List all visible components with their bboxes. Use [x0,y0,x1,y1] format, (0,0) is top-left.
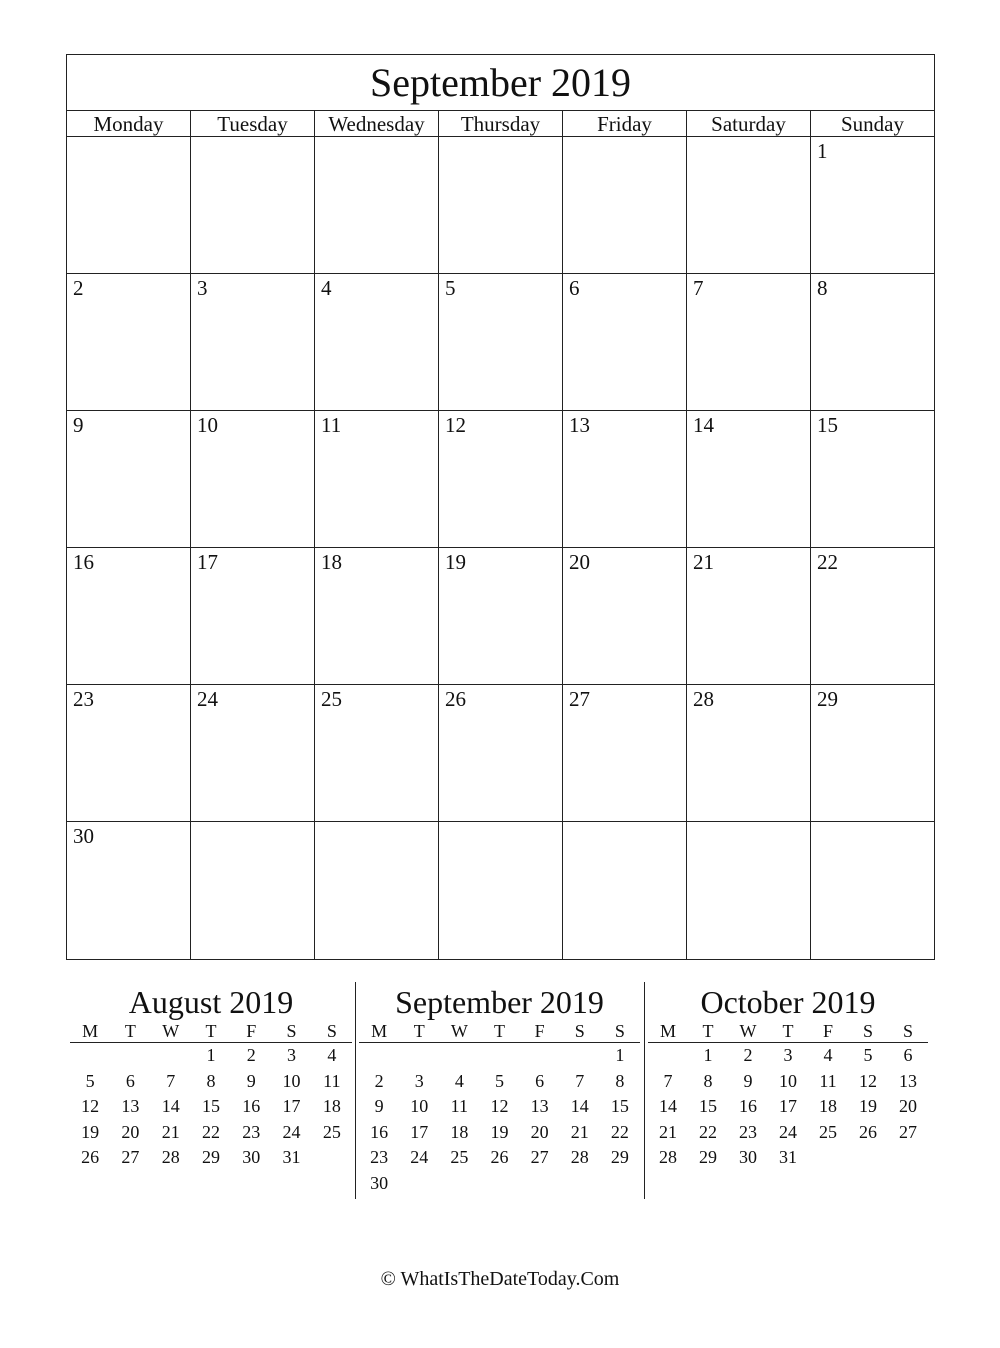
day-cell: 15 [610,1096,629,1117]
day-cell [848,1145,888,1171]
week-row [70,1069,352,1095]
week-row [67,685,934,822]
day-cell: 4 [327,1045,337,1066]
week-row [648,1094,928,1120]
day-cell: 16 [242,1096,261,1117]
day-cell: 7 [687,274,811,410]
day-cell [312,1145,352,1171]
day-cell: 21 [570,1121,589,1142]
mini-calendar-grid [648,1020,928,1171]
day-cell [520,1171,560,1197]
day-cell: 27 [899,1121,917,1142]
day-cell: 27 [121,1147,140,1168]
day-cell [560,1171,600,1197]
day-cell: 20 [563,548,687,684]
weekday-label: S [271,1020,311,1043]
weekday-label: T [399,1020,439,1043]
day-cell: 24 [410,1147,429,1168]
week-row [67,137,934,274]
day-cell: 24 [779,1121,797,1142]
day-cell: 8 [615,1070,625,1091]
day-cell: 29 [817,687,838,711]
weekday-label: M [648,1020,688,1043]
weekday-label: T [191,1020,231,1043]
day-cell: 13 [563,411,687,547]
day-cell: 2 [743,1045,753,1066]
week-row [359,1094,640,1120]
day-cell: 16 [67,548,191,684]
day-cell: 10 [191,411,315,547]
day-cell: 4 [454,1070,464,1091]
day-cell: 18 [315,548,439,684]
mini-calendar-grid [70,1020,352,1171]
day-cell: 17 [191,548,315,684]
day-cell: 9 [246,1070,256,1091]
day-cell: 9 [743,1070,753,1091]
divider [355,982,356,1199]
day-cell: 6 [903,1045,913,1066]
day-cell: 25 [315,685,439,821]
day-cell: 4 [315,274,439,410]
week-row [70,1120,352,1146]
weekday-label: S [312,1020,352,1043]
day-cell [315,137,439,273]
day-cell: 5 [439,274,563,410]
day-cell: 24 [191,685,315,821]
day-cell: 9 [67,411,191,547]
week-row [67,411,934,548]
day-cell: 23 [739,1121,757,1142]
week-row [67,274,934,411]
day-cell: 6 [125,1070,135,1091]
day-cell: 11 [323,1070,341,1091]
day-cell: 14 [687,411,811,547]
day-cell: 7 [663,1070,673,1091]
day-cell: 14 [659,1096,677,1117]
week-row [359,1069,640,1095]
weekday-label: F [520,1020,560,1043]
day-cell: 21 [659,1121,677,1142]
weekday-label: T [688,1020,728,1043]
day-cell [359,1043,399,1069]
mini-calendar-title: October 2019 [700,984,876,1020]
day-cell [888,1145,928,1171]
mini-calendar-september [359,982,640,1199]
day-cell: 10 [410,1096,429,1117]
day-cell: 13 [530,1096,549,1117]
mini-calendar-title: August 2019 [128,984,294,1020]
day-cell [479,1171,519,1197]
day-cell [191,822,315,959]
day-cell [191,137,315,273]
day-cell: 16 [370,1121,389,1142]
day-cell: 20 [530,1121,549,1142]
day-cell: 30 [370,1172,389,1193]
day-cell: 5 [85,1070,95,1091]
day-cell: 16 [739,1096,757,1117]
day-cell: 30 [242,1147,261,1168]
day-cell: 5 [494,1070,504,1091]
week-row [67,822,934,959]
day-cell: 17 [282,1096,301,1117]
day-cell: 26 [490,1147,509,1168]
day-cell [808,1145,848,1171]
day-cell: 10 [779,1070,797,1091]
day-cell: 15 [201,1096,220,1117]
week-row [70,1094,352,1120]
weekday-label: W [728,1020,768,1043]
day-cell [151,1043,191,1069]
day-cell: 28 [659,1147,677,1168]
day-cell [110,1043,150,1069]
day-cell: 28 [687,685,811,821]
day-cell: 27 [530,1147,549,1168]
weekday-label: S [888,1020,928,1043]
day-cell: 12 [859,1070,877,1091]
day-cell: 18 [322,1096,341,1117]
day-cell: 26 [81,1147,100,1168]
day-cell: 19 [490,1121,509,1142]
day-cell: 1 [703,1045,713,1066]
weekday-label: S [560,1020,600,1043]
day-cell: 14 [570,1096,589,1117]
day-cell [563,137,687,273]
day-cell: 6 [535,1070,545,1091]
day-cell: 20 [899,1096,917,1117]
day-cell: 11 [450,1096,469,1117]
day-cell: 3 [783,1045,793,1066]
day-cell: 11 [819,1070,837,1091]
day-cell: 22 [699,1121,717,1142]
day-cell: 25 [819,1121,837,1142]
day-cell [687,137,811,273]
day-cell: 7 [166,1070,176,1091]
day-cell: 5 [863,1045,873,1066]
mini-calendars [70,982,930,1199]
weekday-label: F [808,1020,848,1043]
day-cell: 22 [817,550,838,574]
weekday-label: W [439,1020,479,1043]
day-cell [811,822,934,959]
day-cell [439,137,563,273]
day-cell [648,1043,688,1069]
day-cell: 8 [817,276,828,300]
calendar-grid [67,137,934,959]
day-cell: 8 [206,1070,216,1091]
day-cell: 29 [201,1147,220,1168]
weekday-label: Wednesday [315,111,439,136]
weekday-label: Saturday [687,111,811,136]
weekday-label: Tuesday [191,111,315,136]
day-cell: 12 [439,411,563,547]
day-cell: 13 [121,1096,140,1117]
day-cell [439,1043,479,1069]
day-cell [315,822,439,959]
day-cell [67,137,191,273]
day-cell: 21 [687,548,811,684]
day-cell [687,822,811,959]
day-cell: 17 [779,1096,797,1117]
week-row [648,1069,928,1095]
day-cell: 3 [414,1070,424,1091]
day-cell: 1 [817,139,828,163]
week-row [70,1145,352,1171]
day-cell: 19 [859,1096,877,1117]
divider [644,982,645,1199]
mini-calendar-october [648,982,928,1199]
day-cell: 26 [439,685,563,821]
week-row [359,1145,640,1171]
week-row [648,1120,928,1146]
day-cell [399,1043,439,1069]
day-cell: 2 [246,1045,256,1066]
week-row [359,1120,640,1146]
weekday-label: T [479,1020,519,1043]
day-cell: 24 [282,1121,301,1142]
weekday-label: M [70,1020,110,1043]
week-row [359,1043,640,1069]
day-cell: 3 [191,274,315,410]
day-cell [563,822,687,959]
day-cell: 19 [439,548,563,684]
day-cell: 31 [282,1147,301,1168]
weekday-label: Thursday [439,111,563,136]
day-cell: 31 [779,1147,797,1168]
day-cell: 27 [563,685,687,821]
day-cell [479,1043,519,1069]
day-cell: 3 [287,1045,297,1066]
weekday-label: T [110,1020,150,1043]
day-cell: 14 [161,1096,180,1117]
day-cell: 6 [563,274,687,410]
day-cell: 25 [322,1121,341,1142]
day-cell: 1 [615,1045,625,1066]
copyright-footer: © WhatIsTheDateToday.Com [380,1268,620,1290]
day-cell: 18 [819,1096,837,1117]
week-row [359,1171,640,1197]
day-cell: 29 [699,1147,717,1168]
day-cell [520,1043,560,1069]
day-cell: 21 [161,1121,180,1142]
weekday-label: Sunday [841,112,904,136]
day-cell: 12 [490,1096,509,1117]
week-row [67,548,934,685]
week-row [70,1043,352,1069]
day-cell: 11 [315,411,439,547]
day-cell [70,1043,110,1069]
day-cell: 30 [67,822,191,959]
day-cell: 15 [699,1096,717,1117]
day-cell: 7 [575,1070,585,1091]
day-cell: 19 [81,1121,100,1142]
day-cell: 2 [374,1070,384,1091]
day-cell: 25 [450,1147,469,1168]
day-cell: 20 [121,1121,140,1142]
weekday-label: T [768,1020,808,1043]
day-cell: 9 [374,1096,384,1117]
main-calendar [66,54,935,960]
mini-calendar-title: September 2019 [395,984,604,1020]
day-cell: 22 [201,1121,220,1142]
day-cell: 15 [817,413,838,437]
day-cell [439,822,563,959]
weekday-label: W [151,1020,191,1043]
day-cell: 13 [899,1070,917,1091]
day-cell: 23 [242,1121,261,1142]
day-cell: 23 [67,685,191,821]
weekday-label: F [231,1020,271,1043]
day-cell [399,1171,439,1197]
day-cell: 12 [81,1096,100,1117]
day-cell: 30 [739,1147,757,1168]
day-cell: 10 [282,1070,301,1091]
day-cell: 1 [206,1045,216,1066]
week-row [648,1043,928,1069]
weekday-label: Monday [67,111,191,136]
week-row [648,1145,928,1171]
weekday-label: M [359,1020,399,1043]
day-cell: 17 [410,1121,429,1142]
mini-calendar-august [70,982,352,1199]
day-cell: 28 [570,1147,589,1168]
day-cell: 23 [370,1147,389,1168]
day-cell: 8 [703,1070,713,1091]
day-cell: 28 [161,1147,180,1168]
day-cell: 26 [859,1121,877,1142]
weekday-header-row [67,111,934,137]
weekday-label: S [848,1020,888,1043]
mini-calendar-grid [359,1020,640,1196]
weekday-label: S [600,1020,640,1043]
day-cell: 18 [450,1121,469,1142]
day-cell: 29 [610,1147,629,1168]
day-cell: 2 [67,274,191,410]
day-cell [600,1171,640,1197]
day-cell [439,1171,479,1197]
weekday-label: Friday [563,111,687,136]
day-cell: 22 [610,1121,629,1142]
day-cell [560,1043,600,1069]
day-cell: 4 [823,1045,833,1066]
calendar-title: September 2019 [67,55,934,111]
